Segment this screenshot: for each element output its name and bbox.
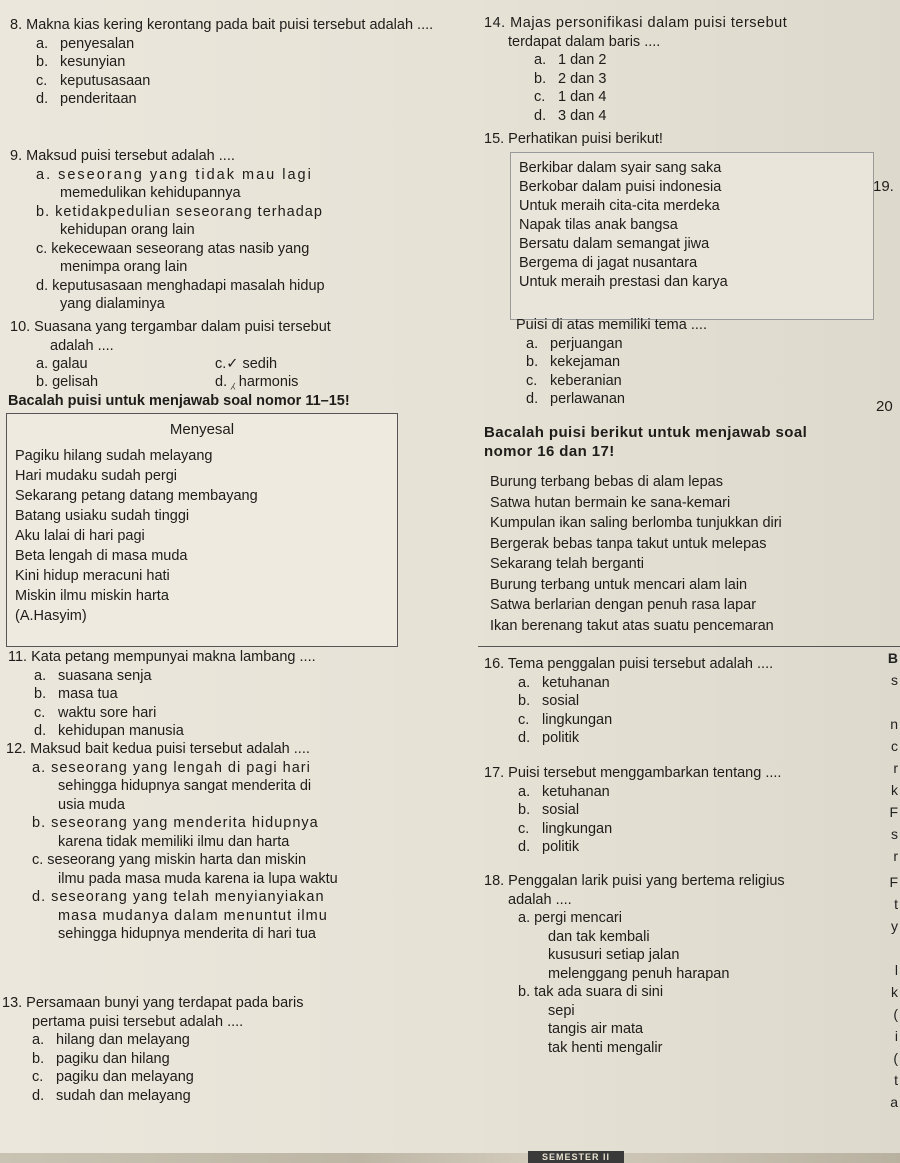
question-18: 18. Penggalan larik puisi yang bertema religius adalah .... a. pergi mencari dan tak kembali kususuri setiap jalan melenggang penuh harapan b. tak ada suara di sini sepi tangis air mata tak henti mengalir xyxy=(484,872,894,1057)
semester-tab: SEMESTER II xyxy=(528,1151,624,1163)
q8-option-a[interactable]: a. penyesalan xyxy=(36,35,135,52)
q15-option-a[interactable]: a. perjuangan xyxy=(526,335,623,352)
q14-option-a[interactable]: a. 1 dan 2 xyxy=(534,52,607,68)
q13-option-b[interactable]: b. pagiku dan hilang xyxy=(32,1050,170,1067)
question-10: 10. Suasana yang tergambar dalam puisi tersebut adalah .... a. galau b. gelisah c.✓ sedih d. ⁁ harmonis xyxy=(10,319,331,390)
q16-option-a[interactable]: a. ketuhanan xyxy=(518,674,610,691)
q11-option-d[interactable]: d. kehidupan manusia xyxy=(34,723,184,739)
poem-16-17: Burung terbang bebas di alam lepas Satwa hutan bermain ke sana-kemari Kumpulan ikan saling berlomba tunjukkan diri Bergerak bebas tanpa takut untuk melepas Sekarang telah berganti Burung terbang untuk mencari alam lain Satwa berlarian dengan penuh rasa lapar Ikan berenang takut atas suatu pencemaran xyxy=(478,470,900,647)
q12-option-b[interactable]: b. seseorang yang menderita hidupnya xyxy=(32,815,319,831)
q17-option-b[interactable]: b. sosial xyxy=(518,802,580,818)
q14-option-d[interactable]: d. 3 dan 4 xyxy=(534,107,607,124)
question-19-number: 19. xyxy=(873,178,894,195)
poem-box-15: Berkibar dalam syair sang saka Berkobar dalam puisi indonesia Untuk meraih cita-cita merdeka Napak tilas anak bangsa Bersatu dalam semangat jiwa Bergema di jagat nusantara Untuk meraih prestasi dan karya xyxy=(510,152,874,320)
q16-option-b[interactable]: b. sosial xyxy=(518,693,580,709)
question-9: 9. Maksud puisi tersebut adalah .... a. seseorang yang tidak mau lagi memedulikan kehidupannya b. ketidakpedulian seseorang terhadap kehidupan orang lain c. kekecewaan seseorang atas nasib yang menimpa orang lain d. keputusasaan menghadapi masalah hidup yang dialaminya xyxy=(10,147,460,314)
question-8: 8. Makna kias kering kerontang pada bait puisi tersebut adalah .... a. penyesalan b. kesunyian c. keputusasaan d. penderitaan xyxy=(10,16,450,109)
question-16: 16. Tema penggalan puisi tersebut adalah .... a. ketuhanan b. sosial c. lingkungan d. politik xyxy=(484,655,874,748)
q18-option-a[interactable]: a. pergi mencari xyxy=(518,910,622,926)
q15-option-b[interactable]: b. kekejaman xyxy=(526,354,621,370)
q10-option-c[interactable]: c.✓ sedih xyxy=(215,356,278,372)
q11-option-a[interactable]: a. suasana senja xyxy=(34,667,152,684)
page-bottom-edge xyxy=(0,1153,900,1163)
instruction-11-15: Bacalah puisi untuk menjawab soal nomor 11–15! xyxy=(8,393,350,409)
q10-option-b[interactable]: b. gelisah xyxy=(36,374,99,390)
question-14: 14. Majas personifikasi dalam puisi tersebut terdapat dalam baris .... a. 1 dan 2 b. 2 dan 3 c. 1 dan 4 d. 3 dan 4 xyxy=(484,14,884,125)
question-12: 12. Maksud bait kedua puisi tersebut adalah .... a. seseorang yang lengah di pagi hari sehingga hidupnya sangat menderita di usia muda b. seseorang yang menderita hidupnya karena tidak memiliki ilmu dan harta c. seseorang yang miskin harta dan miskin ilmu pada masa muda karena ia lupa waktu d. seseorang yang telah menyianyiakan masa mudanya dalam menuntut ilmu sehingga hidupnya menderita di hari tua xyxy=(6,740,458,944)
q14-option-b[interactable]: b. 2 dan 3 xyxy=(534,70,607,87)
q15-option-d[interactable]: d. perlawanan xyxy=(526,391,625,407)
q15-option-c[interactable]: c. keberanian xyxy=(526,372,622,389)
q17-option-a[interactable]: a. ketuhanan xyxy=(518,783,610,800)
q12-option-a[interactable]: a. seseorang yang lengah di pagi hari xyxy=(32,759,311,776)
q12-option-c[interactable]: c. seseorang yang miskin harta dan miskin xyxy=(32,852,307,868)
question-17: 17. Puisi tersebut menggambarkan tentang .... a. ketuhanan b. sosial c. lingkungan d. politik xyxy=(484,764,874,857)
q8-option-c[interactable]: c. keputusasaan xyxy=(36,72,151,89)
q13-option-a[interactable]: a. hilang dan melayang xyxy=(32,1032,190,1048)
q8-option-d[interactable]: d. penderitaan xyxy=(36,91,137,107)
q10-option-a[interactable]: a. galau xyxy=(36,356,88,372)
q12-option-d[interactable]: d. seseorang yang telah menyianyiakan xyxy=(32,889,325,905)
q16-option-d[interactable]: d. politik xyxy=(518,730,580,746)
instruction-16-17: Bacalah puisi berikut untuk menjawab soal nomor 16 dan 17! xyxy=(484,424,808,460)
q13-option-d[interactable]: d. sudah dan melayang xyxy=(32,1087,191,1104)
worksheet-page: 8. Makna kias kering kerontang pada bait puisi tersebut adalah .... a. penyesalan b. kesunyian c. keputusasaan d. penderitaan 9. Maksud puisi tersebut adalah .... a. seseorang yang tidak mau lagi memedulikan kehidupannya b. ketidakpedulian seseorang terhadap kehidupan orang lain c. kekecewaan seseorang atas nasib yang menimpa orang lain d. keputusasaan menghadapi masalah hidup yang dialaminya 10. Suasana yang tergambar dalam puisi tersebut adalah .... a. galau b. gelisah c.✓ sedih d. ⁁ harmonis Bacalah puisi untuk menjawab soal nomor 11–15! Menyesal Pagiku hilang sudah melayang Hari mudaku sudah pergi Sekarang petang datang membayang Batang usiaku sudah tinggi Aku lalai di hari pagi Beta lengah di masa muda Kini hidup meracuni hati Miskin ilmu miskin harta (A.Hasyim) 11. Kata petang mempunyai makna lambang .... a. suasana senja b. masa tua c. waktu sore hari d. kehidupan manusia 12. Maksud bait kedua puisi tersebut adalah .... a. seseorang yang lengah di pagi hari sehingga hidupnya sangat menderita di usia muda b. seseorang yang menderita hidupnya karena tidak memiliki ilmu dan harta c. seseorang yang miskin harta dan miskin ilmu pada masa muda karena ia lupa waktu d. seseorang yang telah menyianyiakan masa mudanya dalam menuntut ilmu sehingga hidupnya menderita di hari tua 13. Persamaan bunyi yang terdapat pada baris pertama puisi tersebut adalah .... a. hilang dan melayang b. pagiku dan hilang c. pagiku dan melayang d. sudah dan melayang 14. Majas personifikasi dalam puisi tersebut terdapat dalam baris .... a. 1 dan 2 b. 2 dan 3 c. 1 dan 4 d. 3 dan 4 15. Perhatikan puisi berikut! Berkibar dalam syair sang saka Berkobar dalam puisi indonesia Untuk meraih cita-cita merdeka Napak tilas anak bangsa Bersatu dalam semangat jiwa Bergema di jagat nusantara Untuk meraih prestasi dan karya Puisi di atas memiliki tema .... a. perjuangan b. kekejaman c. keberanian d. perlawanan 19. 20 Bacalah puisi berikut untuk menjawab soal nomor 16 dan 17! Burung terbang bebas di alam lepas Satwa hutan bermain ke sana-kemari Kumpulan ikan saling berlomba tunjukkan diri Bergerak bebas tanpa takut untuk melepas Sekarang telah berganti Burung terbang untuk mencari alam lain Satwa berlarian dengan penuh rasa lapar Ikan berenang takut atas suatu pencemaran 16. Tema penggalan puisi tersebut adalah .... a. ketuhanan b. sosial c. lingkungan d. politik 17. Puisi tersebut menggambarkan tentang .... a. ketuhanan b. sosial c. lingkungan d. politik 18. Penggalan larik puisi yang bertema religius adalah .... a. pergi mencari dan tak kembali kususuri setiap jalan melenggang penuh harapan b. tak ada suara di sini sepi tangis air mata tak henti mengalir B s n c r k F s r F t y l k ( i ( t a SEMESTER II xyxy=(0,0,900,1163)
q14-option-c[interactable]: c. 1 dan 4 xyxy=(534,89,607,105)
q17-option-d[interactable]: d. politik xyxy=(518,839,580,855)
question-15-prompt: 15. Perhatikan puisi berikut! xyxy=(484,131,663,147)
q9-option-b[interactable]: b. ketidakpedulian seseorang terhadap xyxy=(36,203,323,220)
poem-title: Menyesal xyxy=(169,421,235,438)
question-13: 13. Persamaan bunyi yang terdapat pada baris pertama puisi tersebut adalah .... a. hilang dan melayang b. pagiku dan hilang c. pagiku dan melayang d. sudah dan melayang xyxy=(2,994,452,1105)
q17-option-c[interactable]: c. lingkungan xyxy=(518,820,613,837)
question-11: 11. Kata petang mempunyai makna lambang .... a. suasana senja b. masa tua c. waktu sore hari d. kehidupan manusia xyxy=(8,648,448,741)
q9-option-a[interactable]: a. seseorang yang tidak mau lagi xyxy=(36,166,313,183)
question-15: Puisi di atas memiliki tema .... a. perjuangan b. kekejaman c. keberanian d. perlawanan xyxy=(516,316,876,409)
q11-option-c[interactable]: c. waktu sore hari xyxy=(34,704,157,721)
q16-option-c[interactable]: c. lingkungan xyxy=(518,711,613,728)
q8-option-b[interactable]: b. kesunyian xyxy=(36,54,126,70)
poem-author: (A.Hasyim) xyxy=(15,608,87,624)
question-20-number: 20 xyxy=(876,398,893,415)
q13-option-c[interactable]: c. pagiku dan melayang xyxy=(32,1069,194,1085)
q18-option-b[interactable]: b. tak ada suara di sini xyxy=(518,984,664,1000)
q9-option-d[interactable]: d. keputusasaan menghadapi masalah hidup xyxy=(36,277,325,294)
q10-option-d[interactable]: d. ⁁ harmonis xyxy=(215,374,299,390)
poem-menyesal: Menyesal Pagiku hilang sudah melayang Hari mudaku sudah pergi Sekarang petang datang membayang Batang usiaku sudah tinggi Aku lalai di hari pagi Beta lengah di masa muda Kini hidup meracuni hati Miskin ilmu miskin harta (A.Hasyim) xyxy=(6,413,398,647)
q11-option-b[interactable]: b. masa tua xyxy=(34,686,118,702)
q9-option-c[interactable]: c. kekecewaan seseorang atas nasib yang xyxy=(36,240,310,257)
